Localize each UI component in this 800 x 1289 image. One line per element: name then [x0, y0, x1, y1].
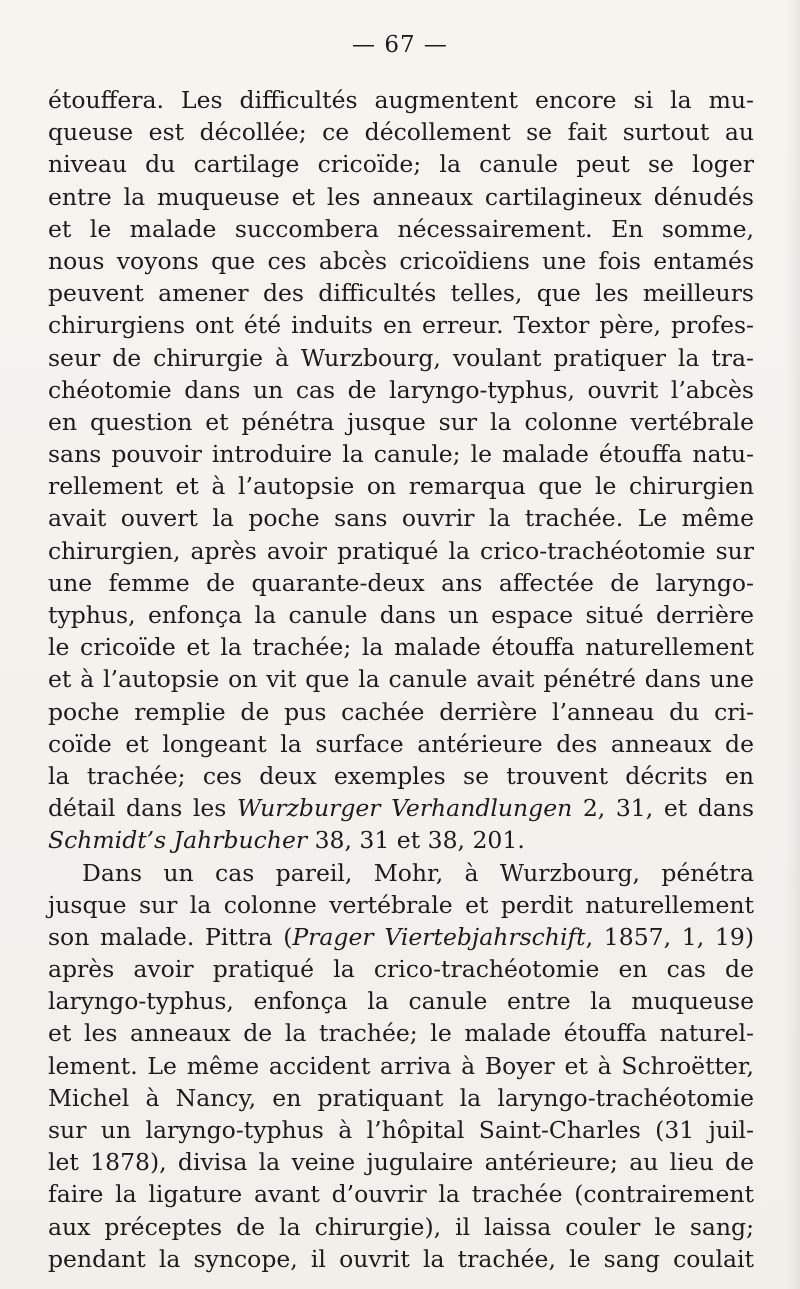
text-line: entre la muqueuse et les anneaux cartilagineux dénudés: [48, 182, 754, 211]
text-line: sans pouvoir introduire la canule; le malade étouffa natu-: [48, 440, 754, 469]
text-line: Michel à Nancy, en pratiquant la laryngo-trachéotomie: [48, 1083, 754, 1112]
ref-text: 38, 31 et 38, 201.: [307, 826, 525, 855]
ref-title-schmidt: Schmidt’s Jahrbucher: [48, 826, 308, 855]
text-line: laryngo-typhus, enfonça la canule entre la muqueuse: [48, 987, 754, 1016]
text-line: seur de chirurgie à Wurzbourg, voulant pratiquer la tra-: [48, 343, 754, 372]
text-line: après avoir pratiqué la crico-trachéotomie en cas de: [48, 955, 754, 984]
text-line: jusque sur la colonne vertébrale et perdit naturellement: [48, 890, 754, 919]
text-line: et le malade succombera nécessairement. En somme,: [48, 214, 754, 243]
text-line: et les anneaux de la trachée; le malade étouffa naturel-: [48, 1019, 754, 1048]
ref-text: détail dans les: [48, 794, 237, 823]
text-line: la trachée; ces deux exemples se trouvent décrits en: [48, 761, 754, 790]
text-line: aux préceptes de la chirurgie), il laissa couler le sang;: [48, 1212, 754, 1241]
text-line: let 1878), divisa la veine jugulaire antérieure; au lieu de: [48, 1148, 754, 1177]
ref-text: son malade. Pittra (: [48, 922, 293, 951]
text-line: coïde et longeant la surface antérieure des anneaux de: [48, 729, 754, 758]
text-line: peuvent amener des difficultés telles, que les meilleurs: [48, 279, 754, 308]
paragraph-start: Dans un cas pareil, Mohr, à Wurzbourg, pénétra: [82, 858, 754, 887]
text-line: chirurgien, après avoir pratiqué la crico-trachéotomie sur: [48, 536, 754, 565]
text-line: en question et pénétra jusque sur la colonne vertébrale: [48, 407, 754, 436]
text-line: nous voyons que ces abcès cricoïdiens une fois entamés: [48, 246, 754, 275]
ref-text: , 1857, 1, 19): [585, 922, 754, 951]
text-line: typhus, enfonça la canule dans un espace situé derrière: [48, 601, 754, 629]
text-line: chirurgiens ont été induits en erreur. Textor père, profes-: [48, 311, 754, 340]
reference-line: [48, 921, 754, 953]
ref-text: 2, 31, et dans: [572, 794, 755, 823]
text-line: étouffera. Les difficultés augmentent encore si la mu-: [48, 86, 754, 114]
text-line: une femme de quarante-deux ans affectée de laryngo-: [48, 568, 754, 597]
text-line: avait ouvert la poche sans ouvrir la trachée. Le même: [48, 504, 754, 533]
text-line: lement. Le même accident arriva à Boyer et à Schroëtter,: [48, 1051, 754, 1080]
reference-line: [48, 824, 754, 856]
text-line: queuse est décollée; ce décollement se fait surtout au: [48, 118, 754, 147]
text-line: faire la ligature avant d’ouvrir la trachée (contrairement: [48, 1180, 754, 1209]
text-line: pendant la syncope, il ouvrit la trachée, le sang coulait: [48, 1244, 754, 1273]
body-text: [48, 84, 754, 1275]
ref-title-prager: Prager Viertebjahrschift: [292, 922, 586, 951]
text-line: le cricoïde et la trachée; la malade étouffa naturellement: [48, 633, 754, 662]
reference-line: [48, 792, 754, 824]
text-line: et à l’autopsie on vit que la canule avait pénétré dans une: [48, 665, 754, 694]
text-line: chéotomie dans un cas de laryngo-typhus, ouvrit l’abcès: [48, 375, 754, 404]
text-line: niveau du cartilage cricoïde; la canule peut se loger: [48, 150, 754, 179]
text-line: sur un laryngo-typhus à l’hôpital Saint-Charles (31 juil-: [48, 1116, 754, 1144]
page-number: — 67 —: [352, 32, 448, 58]
page-edge-shadow: [786, 0, 800, 1289]
ref-title-wurzburger: Wurzburger Verhandlungen: [236, 794, 573, 823]
text-line: rellement et à l’autopsie on remarqua que le chirurgien: [48, 472, 754, 501]
text-line: poche remplie de pus cachée derrière l’anneau du cri-: [48, 697, 754, 726]
